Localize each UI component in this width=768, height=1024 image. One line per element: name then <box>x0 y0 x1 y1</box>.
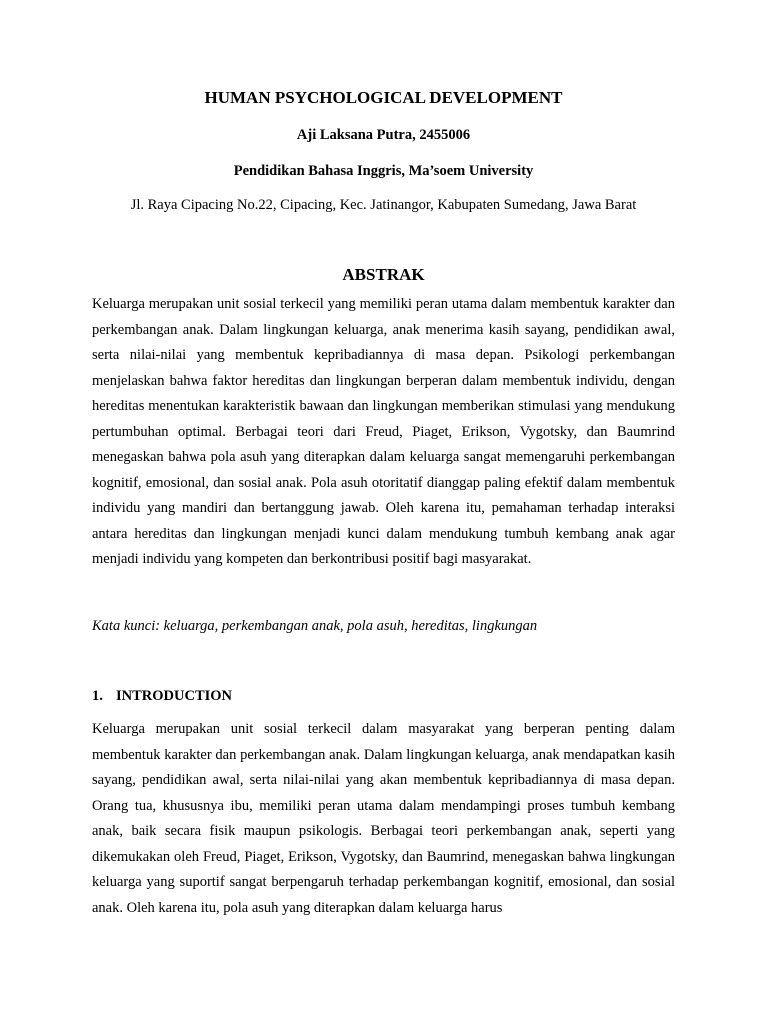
abstract-body: Keluarga merupakan unit sosial terkecil yang memiliki peran utama dalam membentuk karakter dan perkembangan anak. Dalam lingkungan keluarga, anak menerima kasih sayang, pendidikan awal, serta nilai-nilai yang membentuk kepribadiannya di masa depan. Psikologi perkembangan menjelaskan bahwa faktor hereditas dan lingkungan berperan dalam membentuk individu, dengan hereditas menentukan karakteristik bawaan dan lingkungan memberikan stimulasi yang mendukung pertumbuhan optimal. Berbagai teori dari Freud, Piaget, Erikson, Vygotsky, dan Baumrind menegaskan bahwa pola asuh yang diterapkan dalam keluarga sangat memengaruhi perkembangan kognitif, emosional, dan sosial anak. Pola asuh otoritatif dianggap paling efektif dalam membentuk individu yang mandiri dan bertanggung jawab. Oleh karena itu, pemahaman terhadap interaksi antara hereditas dan lingkungan menjadi kunci dalam mendukung tumbuh kembang anak agar menjadi individu yang kompeten dan berkontribusi positif bagi masyarakat. <box>92 296 675 567</box>
keywords-line: Kata kunci: keluarga, perkembangan anak, pola asuh, hereditas, lingkungan <box>92 618 538 634</box>
address-line: Jl. Raya Cipacing No.22, Cipacing, Kec. Jatinangor, Kabupaten Sumedang, Jawa Barat <box>130 197 637 213</box>
abstract-heading: ABSTRAK <box>342 265 425 284</box>
paper-title: HUMAN PSYCHOLOGICAL DEVELOPMENT <box>204 88 563 107</box>
affiliation-line: Pendidikan Bahasa Inggris, Ma’soem University <box>233 163 534 179</box>
section-number: 1. <box>92 688 103 704</box>
section-heading-introduction <box>92 686 675 706</box>
author-line: Aji Laksana Putra, 2455006 <box>296 127 471 143</box>
introduction-body: Keluarga merupakan unit sosial terkecil dalam masyarakat yang berperan penting dalam membentuk karakter dan perkembangan anak. Dalam lingkungan keluarga, anak mendapatkan kasih sayang, pendidikan awal, serta nilai-nilai yang akan membentuk kepribadiannya di masa depan. Orang tua, khususnya ibu, memiliki peran utama dalam mendampingi proses tumbuh kembang anak, baik secara fisik maupun psikologis. Berbagai teori perkembangan anak, seperti yang dikemukakan oleh Freud, Piaget, Erikson, Vygotsky, dan Baumrind, menegaskan bahwa lingkungan keluarga yang suportif sangat berpengaruh terhadap perkembangan kognitif, emosional, dan sosial anak. Oleh karena itu, pola asuh yang diterapkan dalam keluarga harus <box>92 721 675 916</box>
section-title: INTRODUCTION <box>116 688 233 704</box>
